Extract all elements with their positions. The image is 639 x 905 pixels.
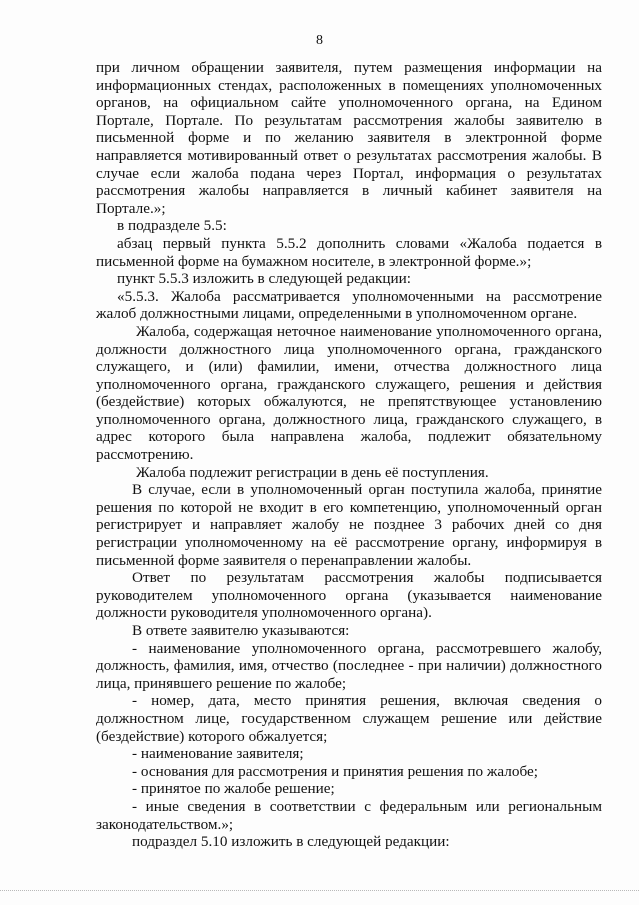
paragraph: в подразделе 5.5: xyxy=(117,217,227,235)
body-text xyxy=(96,59,602,851)
paragraph: Ответ по результатам рассмотрения жалобы подписывается руководителем уполномоченного органа (указывается наименование должности руководителя уполномоченного органа). xyxy=(96,569,602,622)
paragraph: подраздел 5.10 изложить в следующей редакции: xyxy=(132,833,450,851)
page-number: 8 xyxy=(316,33,323,48)
list-item: - наименование заявителя; xyxy=(132,745,304,763)
list-item: - наименование уполномоченного органа, рассмотревшего жалобу, должность, фамилия, имя, отчество (последнее - при наличии) должностного лица, принявшего решение по жалобе; xyxy=(96,639,602,692)
paragraph: «5.5.3. Жалоба рассматривается уполномоченными на рассмотрение жалоб должностными лицами, определенными в уполномоченном органе. xyxy=(96,287,602,323)
paragraph: Жалоба подлежит регистрации в день её поступления. xyxy=(136,463,489,481)
paragraph: В случае, если в уполномоченный орган поступила жалоба, принятие решения по которой не входит в его компетенцию, уполномоченный орган регистрирует и направляет жалобу не позднее 3 рабочих дней со дня регистрации уполномоченному на её рассмотрение органу, информируя в письменной форме заявителя о перенаправлении жалобы. xyxy=(96,481,602,569)
list-item: - иные сведения в соответствии с федеральным или региональным законодательством.»; xyxy=(96,797,602,833)
scan-edge-divider xyxy=(0,890,639,893)
paragraph: при личном обращении заявителя, путем размещения информации на информационных стендах, расположенных в помещениях уполномоченных органов, на официальном сайте уполномоченного органа, на Едином Портале, Портале. По результатам рассмотрения жалобы заявителю в письменной форме и по желанию заявителя в электронной форме направляется мотивированный ответ о результатах рассмотрения жалобы. В случае если жалоба подана через Портал, информация о результатах рассмотрения жалобы направляется в личный кабинет заявителя на Портале.»; xyxy=(96,59,602,217)
paragraph: пункт 5.5.3 изложить в следующей редакции: xyxy=(117,270,411,288)
paragraph: В ответе заявителю указываются: xyxy=(132,622,350,639)
list-item: - номер, дата, место принятия решения, включая сведения о должностном лице, государственном служащем решение или действие (бездействие) которого обжалуется; xyxy=(96,692,602,745)
list-item: - основания для рассмотрения и принятия решения по жалобе; xyxy=(132,762,538,780)
list-item: - принятое по жалобе решение; xyxy=(132,780,335,798)
paragraph: абзац первый пункта 5.5.2 дополнить словами «Жалоба подается в письменной форме на бумажном носителе, в электронной форме.»; xyxy=(96,234,602,270)
paragraph: Жалоба, содержащая неточное наименование уполномоченного органа, должности должностного лица уполномоченного органа, гражданского служащего, и (или) фамилии, имени, отчества должностного лица уполномоченного органа, гражданского служащего, решения и действия (бездействие) которых обжалуются, не препятствующее установлению уполномоченного органа, должностного лица, гражданского служащего, в адрес которого была направлена жалоба, подлежит обязательному рассмотрению. xyxy=(96,322,602,464)
